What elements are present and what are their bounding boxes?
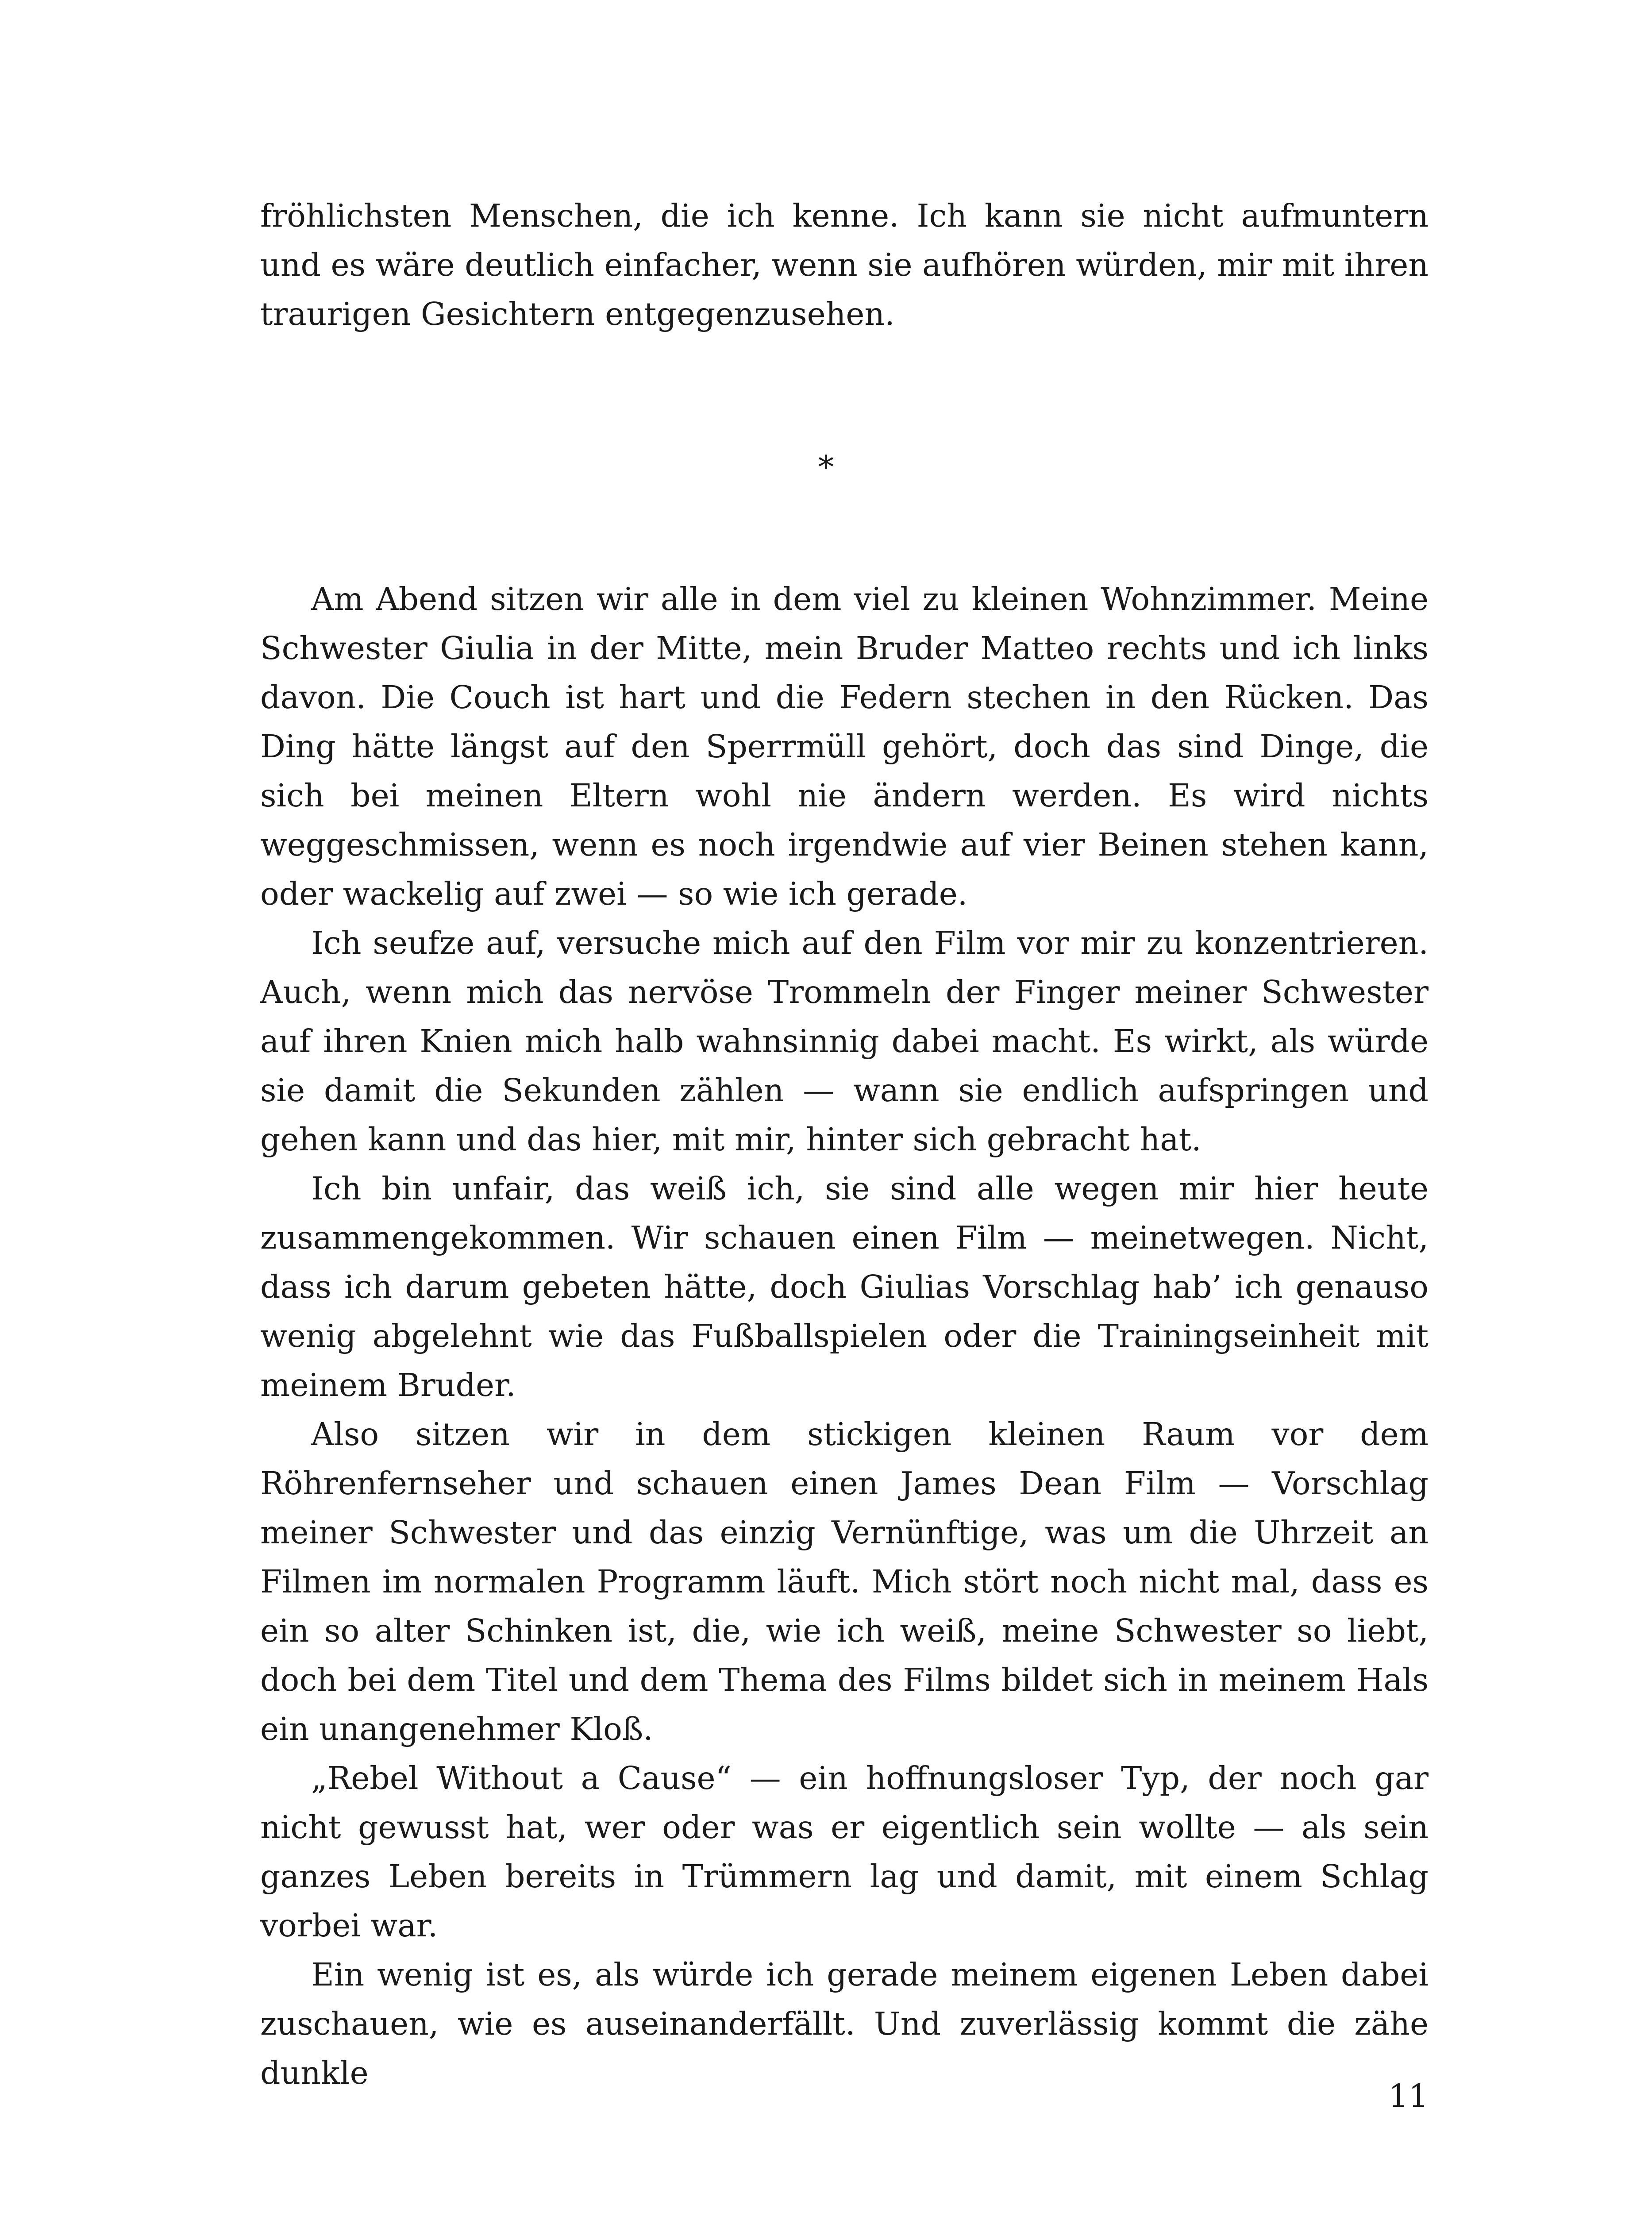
paragraph-4: Also sitzen wir in dem stickigen kleinen Raum vor dem Röhrenfernseher und schauen einen James Dean Film — Vorschlag meiner Schwester und das einzig Vernünftige, was um die Uhrzeit an Filmen im normalen Programm läuft. Mich stört noch nicht mal, dass es ein so alter Schinken ist, die, wie ich weiß, meine Schwester so liebt, doch bei dem Titel und dem Thema des Films bildet sich in meinem Hals ein unangenehmer Kloß. [260, 1416, 1429, 1747]
continued-paragraph: fröhlichsten Menschen, die ich kenne. Ich kann sie nicht aufmuntern und es wäre deutlich einfacher, wenn sie aufhören würden, mir mit ihren traurigen Gesichtern entgegenzusehen. [260, 197, 1429, 332]
continued-paragraph-block [260, 191, 1429, 339]
main-text-block [260, 574, 1429, 2097]
page-number: 11 [1388, 2078, 1429, 2114]
paragraph-6: Ein wenig ist es, als würde ich gerade meinem eigenen Leben dabei zuschauen, wie es auseinanderfällt. Und zuverlässig kommt die zähe dunkle [260, 1956, 1429, 2091]
section-separator: * [818, 449, 834, 486]
paragraph-3: Ich bin unfair, das weiß ich, sie sind alle wegen mir hier heute zusammengekommen. Wir schauen einen Film — meinetwegen. Nicht, dass ich darum gebeten hätte, doch Giulias Vorschlag hab’ ich genauso wenig abgelehnt wie das Fußballspielen oder die Trainingseinheit mit meinem Bruder. [260, 1170, 1429, 1403]
paragraph-1: Am Abend sitzen wir alle in dem viel zu kleinen Wohnzimmer. Meine Schwester Giulia in der Mitte, mein Bruder Matteo rechts und ich links davon. Die Couch ist hart und die Federn stechen in den Rücken. Das Ding hätte längst auf den Sperrmüll gehört, doch das sind Dinge, die sich bei meinen Eltern wohl nie ändern werden. Es wird nichts weggeschmissen, wenn es noch irgendwie auf vier Beinen stehen kann, oder wackelig auf zwei — so wie ich gerade. [260, 581, 1429, 912]
paragraph-5: „Rebel Without a Cause“ — ein hoffnungsloser Typ, der noch gar nicht gewusst hat, wer oder was er eigentlich sein wollte — als sein ganzes Leben bereits in Trümmern lag und damit, mit einem Schlag vorbei war. [260, 1760, 1429, 1944]
paragraph-2: Ich seufze auf, versuche mich auf den Film vor mir zu konzentrieren. Auch, wenn mich das nervöse Trommeln der Finger meiner Schwester auf ihren Knien mich halb wahnsinnig dabei macht. Es wirkt, als würde sie damit die Sekunden zählen — wann sie endlich aufspringen und gehen kann und das hier, mit mir, hinter sich gebracht hat. [260, 925, 1429, 1158]
